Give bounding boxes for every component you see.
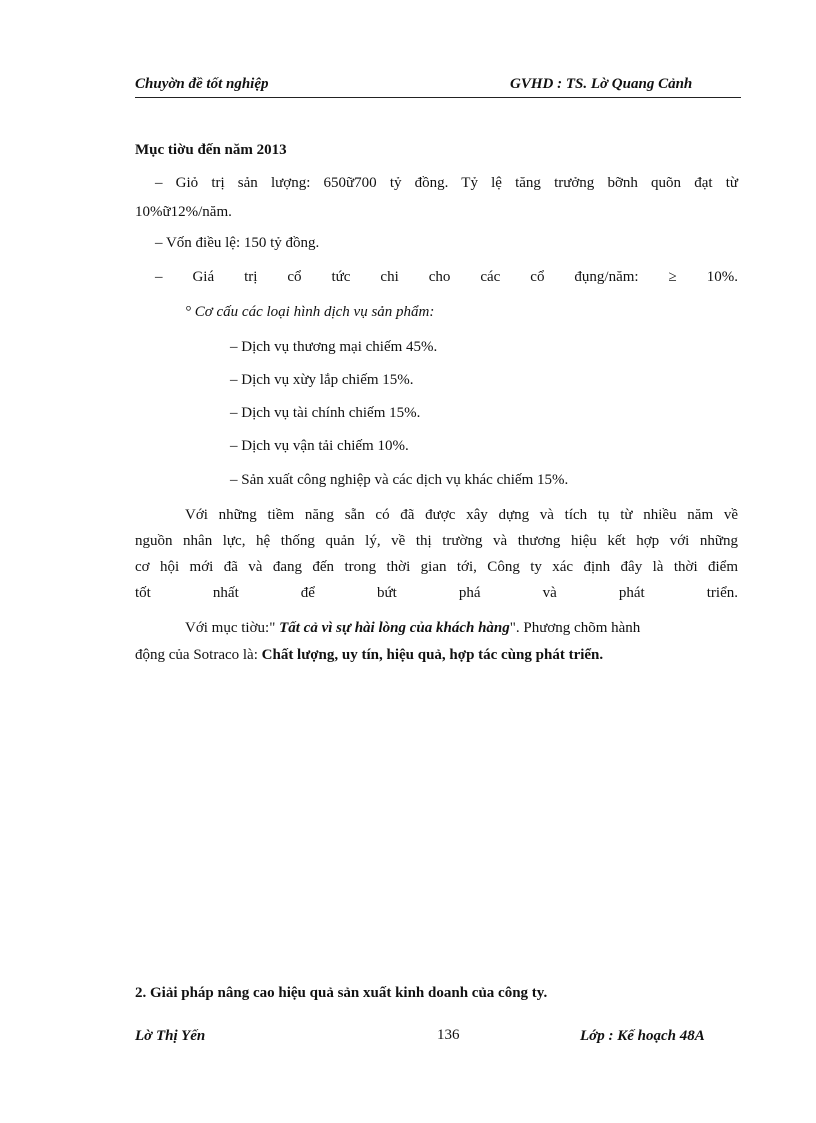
motto-prefix: Với mục tiờu:" <box>185 620 276 636</box>
company-motto: Tất cả vì sự hài lòng của khách hàng <box>279 620 510 636</box>
header-right: GVHD : TS. Lờ Quang Cảnh <box>510 76 693 92</box>
policy-statement: Chất lượng, uy tín, hiệu quả, hợp tác cùng phát triển. <box>261 647 604 663</box>
header-left: Chuyờn đề tốt nghiệp <box>135 76 269 92</box>
paragraph1-line: cơ hội mới đã và đang đến trong thời gian tới, Công ty xác định đây là thời điểm <box>135 559 738 575</box>
target-dividend: – Giá trị cổ tức chi cho các cổ đụng/năm: ≥ 10%. <box>155 269 738 285</box>
section-title: Mục tiờu đến năm 2013 <box>135 142 287 158</box>
target-output: – Giỏ trị sản lượng: 650ữ700 tỷ đồng. Tỷ lệ tăng trưởng bỡnh quõn đạt từ <box>155 175 738 191</box>
policy-prefix: động của Sotraco là: <box>135 647 262 663</box>
structure-item: – Dịch vụ vận tải chiếm 10%. <box>230 438 409 454</box>
header-rule <box>135 97 741 98</box>
footer-class: Lớp : Kế hoạch 48A <box>580 1028 705 1044</box>
page-number: 136 <box>437 1027 460 1043</box>
target-output-cont: 10%ữ12%/năm. <box>135 204 232 220</box>
paragraph1-line: Với những tiềm năng sẵn có đã được xây dựng và tích tụ từ nhiều năm về <box>185 507 738 523</box>
section2-heading: 2. Giải pháp nâng cao hiệu quả sản xuất kinh doanh của công ty. <box>135 985 548 1001</box>
structure-item: – Dịch vụ tài chính chiếm 15%. <box>230 405 421 421</box>
motto-suffix: ". Phương chõm hành <box>509 620 641 636</box>
structure-heading: ° Cơ cấu các loại hình dịch vụ sản phẩm: <box>185 304 435 320</box>
target-capital: – Vốn điều lệ: 150 tỷ đồng. <box>155 235 320 251</box>
structure-item: – Dịch vụ thương mại chiếm 45%. <box>230 339 438 355</box>
paragraph1-line: nguồn nhân lực, hệ thống quản lý, về thị trường và thương hiệu kết hợp với những <box>135 533 738 549</box>
structure-item: – Dịch vụ xừy lắp chiếm 15%. <box>230 372 414 388</box>
paragraph2-line1 <box>185 620 640 637</box>
footer-author: Lờ Thị Yến <box>135 1028 206 1044</box>
paragraph1-line: tốt nhất để bứt phá và phát triển. <box>135 585 738 601</box>
paragraph2-line2 <box>135 647 603 664</box>
structure-item: – Sản xuất công nghiệp và các dịch vụ khác chiếm 15%. <box>230 472 569 488</box>
